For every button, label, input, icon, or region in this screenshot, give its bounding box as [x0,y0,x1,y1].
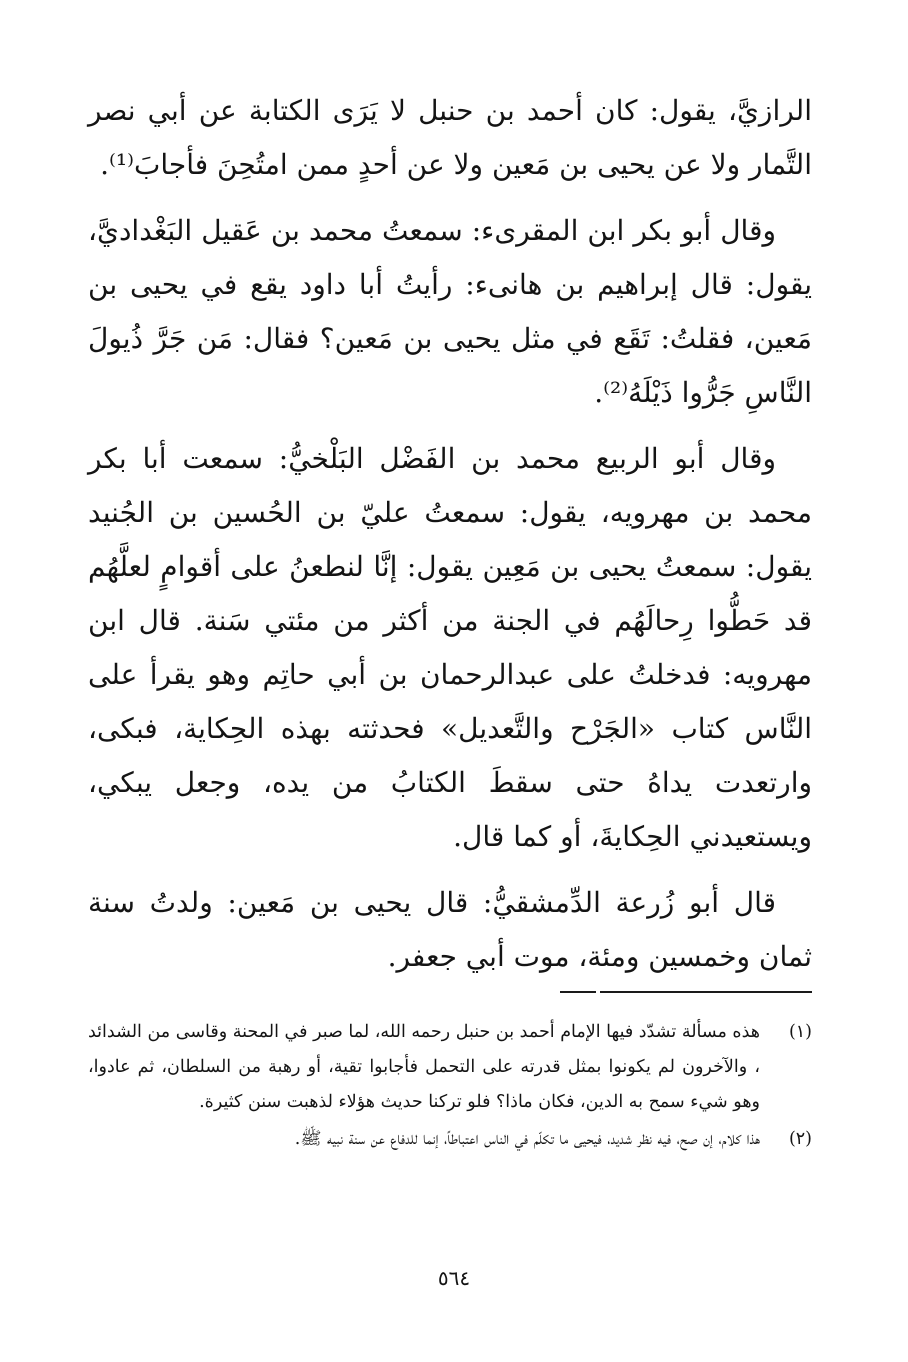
footnote-text: هذا كلام، إن صح، فيه نظر شديد، فيحيى ما تكلّم في الناس اعتباطاً، إنما للدفاع عن سنة نبيه ﷺ. [294,1129,760,1149]
paragraph-4: قال أبو زُرعة الدِّمشقيُّ: قال يحيى بن مَعين: ولدتُ سنة ثمان وخمسين ومئة، موت أبي جعفر. [88,886,812,973]
footnote-1 [88,1015,812,1120]
footnote-text: هذه مسألة تشدّد فيها الإمام أحمد بن حنبل رحمه الله، لما صبر في المحنة وقاسى من الشدائد ، والآخرون لم يكونوا بمثل قدرته على التحمل فأجابوا تقية، أو رهبة من السلطان، ثم عادوا، وهو شيء سمح به الدين، فكان ماذا؟ فلو تركنا حديث هؤلاء لذهبت سنن كثيرة. [88,1022,760,1112]
main-text [88,84,812,996]
paragraph-1: الرازيَّ، يقول: كان أحمد بن حنبل لا يَرَى الكتابة عن أبي نصر التَّمار ولا عن يحيى بن مَعين ولا عن أحدٍ ممن امتُحِنَ فأجابَ⁽¹⁾. [88,94,812,181]
footnote-2 [88,1122,812,1157]
footnote-number: (٢) [788,1129,812,1149]
footnotes [88,1015,812,1159]
page-number: ٥٦٤ [437,1266,471,1290]
footnote-separator [600,991,812,993]
footnote-number: (١) [788,1022,812,1042]
paragraph-3: وقال أبو الربيع محمد بن الفَضْل البَلْخيُّ: سمعت أبا بكر محمد بن مهرويه، يقول: سمعتُ عليّ بن الحُسين بن الجُنيد يقول: سمعتُ يحيى بن مَعِين يقول: إنَّا لنطعنُ على أقوامٍ لعلَّهُم قد حَطُّوا رِحالَهُم في الجنة من أكثر من مئتي سَنة. قال ابن مهرويه: فدخلتُ على عبدالرحمان بن أبي حاتِم وهو يقرأ على النَّاس كتاب «الجَرْح والتَّعديل» فحدثته بهذه الحِكاية، فبكى، وارتعدت يداهُ حتى سقطَ الكتابُ من يده، وجعل يبكي، ويستعيدني الحِكايةَ، أو كما قال. [88,442,812,853]
footnote-separator-tail [560,991,596,993]
paragraph-2: وقال أبو بكر ابن المقرىء: سمعتُ محمد بن عَقيل البَغْداديَّ، يقول: قال إبراهيم بن هانىء: رأيتُ أبا داود يقع في يحيى بن مَعين، فقلتُ: تَقَع في مثل يحيى بن مَعين؟ فقال: مَن جَرَّ ذُيولَ النَّاسِ جَرُّوا ذَيْلَهُ⁽²⁾. [88,214,813,409]
